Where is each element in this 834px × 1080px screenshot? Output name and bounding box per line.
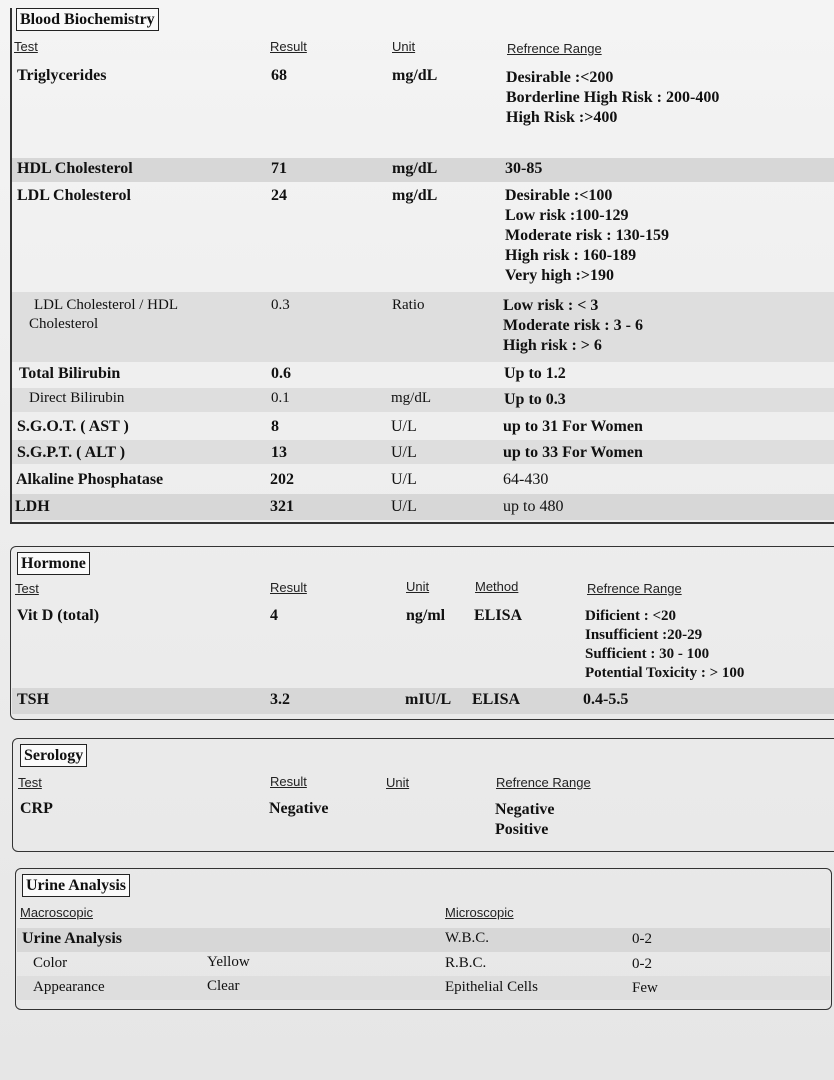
test-range: 0.4-5.5	[583, 691, 629, 708]
test-result: 202	[270, 471, 294, 488]
range-line: High risk : > 6	[503, 337, 602, 354]
urine-header-macroscopic: Macroscopic	[20, 905, 93, 920]
test-name: Total Bilirubin	[19, 365, 121, 382]
range-line: Moderate risk : 3 - 6	[503, 317, 643, 334]
serology-header-range: Refrence Range	[496, 775, 591, 790]
blood-header-result: Result	[270, 39, 307, 54]
test-unit: U/L	[391, 498, 417, 515]
test-range	[495, 800, 555, 840]
urine-macro-label: Appearance	[33, 979, 105, 995]
test-result: 68	[271, 67, 287, 84]
test-name: LDH	[15, 498, 50, 515]
serology-header-result: Result	[270, 774, 307, 789]
urine-macro-label: Urine Analysis	[22, 930, 123, 947]
test-result: Negative	[269, 800, 329, 817]
hormone-header-test: Test	[15, 581, 39, 596]
test-range: 30-85	[505, 160, 543, 177]
urine-micro-label: W.B.C.	[445, 930, 490, 946]
range-line: Desirable :<100	[505, 187, 613, 204]
row-band	[12, 440, 834, 464]
range-line: Borderline High Risk : 200-400	[506, 89, 720, 106]
urine-macro-label: Color	[33, 955, 68, 971]
test-method: ELISA	[474, 607, 523, 624]
test-result: 8	[271, 418, 279, 435]
test-name: LDL Cholesterol / HDL	[34, 297, 179, 313]
test-unit: mIU/L	[405, 691, 452, 708]
test-name: CRP	[20, 800, 53, 817]
range-line: Low risk : < 3	[503, 297, 599, 314]
test-result: 321	[270, 498, 294, 515]
urine-micro-value: 0-2	[632, 931, 652, 947]
test-unit: mg/dL	[392, 67, 438, 84]
test-name: Triglycerides	[17, 67, 107, 84]
range-line: High risk : 160-189	[505, 247, 637, 264]
test-unit: mg/dL	[392, 160, 438, 177]
test-range: Up to 0.3	[504, 391, 566, 408]
row-band	[17, 928, 830, 952]
range-line: Dificient : <20	[585, 608, 677, 624]
test-range	[505, 186, 669, 286]
serology-header-unit: Unit	[386, 775, 410, 790]
test-name: TSH	[17, 691, 50, 708]
test-range	[506, 68, 719, 128]
test-result: 24	[271, 187, 287, 204]
range-line: Low risk :100-129	[505, 207, 629, 224]
urine-micro-value: Few	[632, 980, 658, 996]
hormone-header-range: Refrence Range	[587, 581, 682, 596]
range-line: Positive	[495, 821, 549, 838]
test-result: 4	[270, 607, 278, 624]
hormone-header-method: Method	[475, 579, 519, 594]
urine-micro-label: R.B.C.	[445, 955, 487, 971]
test-result: 0.3	[271, 297, 290, 313]
test-range: up to 480	[503, 498, 564, 515]
test-unit: ng/ml	[406, 607, 446, 624]
blood-section-bottom-border	[10, 522, 834, 524]
range-line: Negative	[495, 801, 555, 818]
serology-header-test: Test	[18, 775, 42, 790]
range-line: Moderate risk : 130-159	[505, 227, 669, 244]
range-line: Desirable :<200	[506, 69, 614, 86]
test-unit: Ratio	[392, 297, 425, 313]
test-name: Direct Bilirubin	[29, 390, 125, 406]
blood-header-range: Refrence Range	[507, 41, 602, 56]
test-method: ELISA	[472, 691, 521, 708]
test-result: 0.1	[271, 390, 290, 406]
urine-macro-value: Clear	[207, 978, 240, 994]
test-range: 64-430	[503, 471, 549, 488]
blood-header-unit: Unit	[392, 39, 416, 54]
range-line: Insufficient :20-29	[585, 627, 703, 643]
hormone-section-title: Hormone	[17, 552, 90, 575]
urine-micro-value: 0-2	[632, 956, 652, 972]
range-line: Very high :>190	[505, 267, 614, 284]
serology-section-title: Serology	[20, 744, 87, 767]
urine-section-title: Urine Analysis	[22, 874, 130, 897]
test-name: Vit D (total)	[17, 607, 100, 624]
hormone-header-result: Result	[270, 580, 307, 595]
range-line: Sufficient : 30 - 100	[585, 646, 710, 662]
test-range: Up to 1.2	[504, 365, 566, 382]
test-name: Alkaline Phosphatase	[16, 471, 164, 488]
test-name: HDL Cholesterol	[17, 160, 133, 177]
blood-section-title: Blood Biochemistry	[16, 8, 159, 31]
hormone-header-unit: Unit	[406, 579, 430, 594]
test-name: S.G.P.T. ( ALT )	[17, 444, 126, 461]
test-unit: mg/dL	[392, 187, 438, 204]
test-result: 13	[271, 444, 287, 461]
serology-section	[12, 738, 834, 852]
row-band	[12, 494, 834, 520]
test-range	[503, 296, 643, 356]
urine-micro-label: Epithelial Cells	[445, 979, 538, 995]
urine-header-microscopic: Microscopic	[445, 905, 514, 920]
test-unit: U/L	[391, 471, 417, 488]
test-name: LDL Cholesterol	[17, 187, 131, 204]
row-band	[17, 976, 830, 1000]
test-unit: mg/dL	[391, 390, 431, 406]
test-name: S.G.O.T. ( AST )	[17, 418, 129, 435]
test-range: up to 33 For Women	[503, 444, 643, 461]
test-unit: U/L	[391, 418, 417, 435]
urine-macro-value: Yellow	[207, 954, 250, 970]
test-result: 71	[271, 160, 287, 177]
test-range	[585, 607, 744, 683]
range-line: Potential Toxicity : > 100	[585, 665, 745, 681]
blood-header-test: Test	[14, 39, 38, 54]
test-name-continued: Cholesterol	[29, 316, 99, 332]
test-result: 3.2	[270, 691, 290, 708]
test-result: 0.6	[271, 365, 291, 382]
test-unit: U/L	[391, 444, 417, 461]
range-line: High Risk :>400	[506, 109, 618, 126]
test-range: up to 31 For Women	[503, 418, 643, 435]
